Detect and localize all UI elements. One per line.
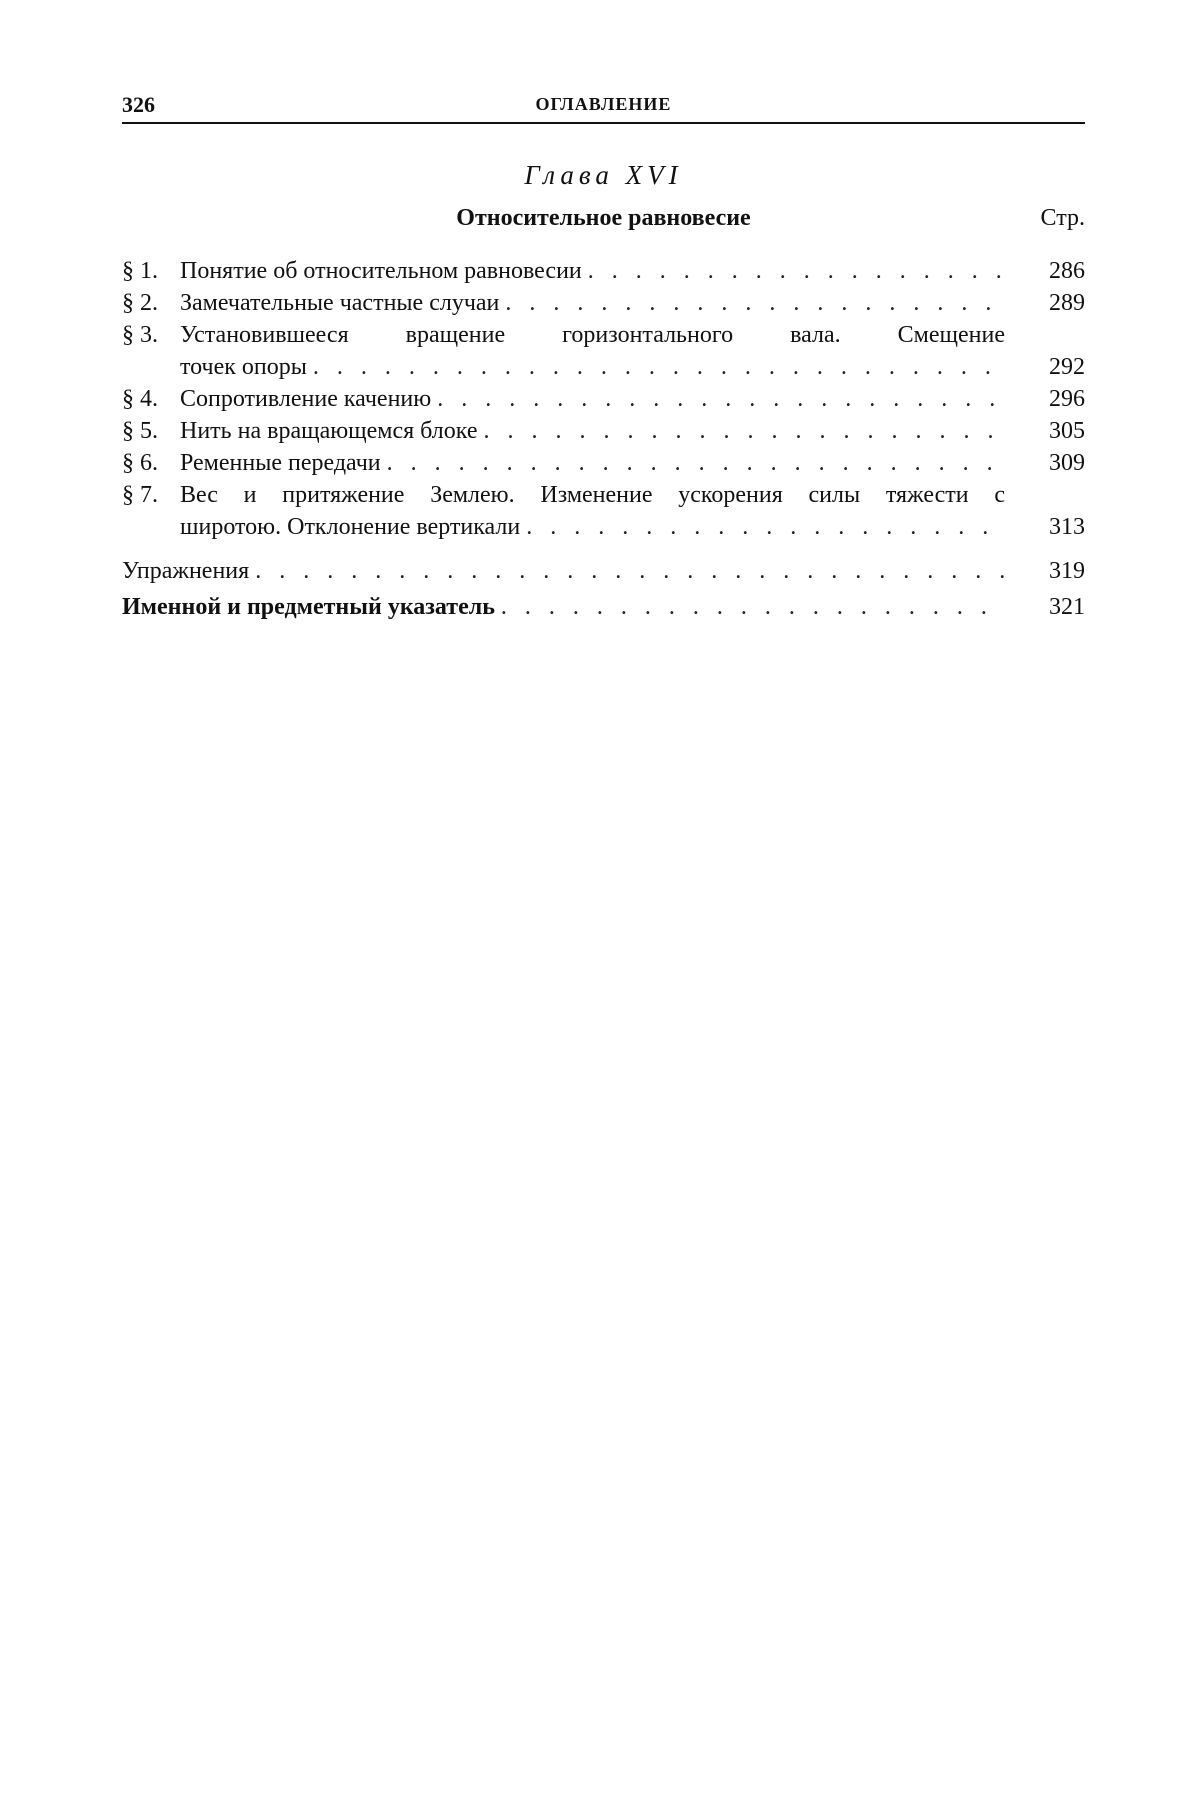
section-number: § 5. bbox=[122, 418, 158, 444]
toc-entry-section-3[interactable] bbox=[122, 319, 1085, 383]
dot-leader bbox=[387, 447, 1005, 479]
toc-entry-exercises[interactable] bbox=[122, 555, 1085, 587]
section-number: § 7. bbox=[122, 482, 158, 508]
section-number: § 4. bbox=[122, 386, 158, 412]
section-title: Замечательные частные случаи bbox=[180, 290, 500, 316]
toc-entry-section-2[interactable] bbox=[122, 287, 1085, 319]
section-title-line-2: широтою. Отклонение вертикали bbox=[180, 514, 521, 540]
section-page: 286 bbox=[1049, 258, 1085, 284]
section-number: § 3. bbox=[122, 322, 158, 348]
dot-leader bbox=[501, 591, 1005, 623]
section-page: 313 bbox=[1049, 514, 1085, 540]
section-title: Нить на вращающемся блоке bbox=[180, 418, 478, 444]
document-page bbox=[122, 90, 1085, 623]
table-of-contents bbox=[122, 255, 1085, 623]
dot-leader bbox=[313, 351, 1005, 383]
dot-leader bbox=[437, 383, 1005, 415]
index-page: 321 bbox=[1049, 594, 1085, 620]
index-title: Именной и предметный указатель bbox=[122, 594, 495, 620]
section-page: 305 bbox=[1049, 418, 1085, 444]
exercises-page: 319 bbox=[1049, 558, 1085, 584]
section-page: 296 bbox=[1049, 386, 1085, 412]
toc-entry-section-7[interactable] bbox=[122, 479, 1085, 543]
running-title: ОГЛАВЛЕНИЕ bbox=[535, 94, 672, 114]
dot-leader bbox=[588, 255, 1005, 287]
chapter-label: Глава XVI bbox=[524, 160, 683, 190]
section-page: 289 bbox=[1049, 290, 1085, 316]
toc-entry-section-6[interactable] bbox=[122, 447, 1085, 479]
exercises-title: Упражнения bbox=[122, 558, 250, 584]
section-number: § 1. bbox=[122, 258, 158, 284]
page-number: 326 bbox=[122, 92, 155, 117]
section-title-line-1: Вес и притяжение Землею. Изменение ускорения силы тяжести с bbox=[180, 482, 1005, 508]
dot-leader bbox=[483, 415, 1005, 447]
section-title: Сопротивление качению bbox=[180, 386, 432, 412]
section-title: Ременные передачи bbox=[180, 450, 381, 476]
section-title: Понятие об относительном равновесии bbox=[180, 258, 582, 284]
section-number: § 2. bbox=[122, 290, 158, 316]
dot-leader bbox=[526, 511, 1005, 543]
toc-entry-section-1[interactable] bbox=[122, 255, 1085, 287]
section-page: 309 bbox=[1049, 450, 1085, 476]
running-header bbox=[122, 90, 1085, 124]
section-title-line-1: Установившееся вращение горизонтального вала. Смещение bbox=[180, 322, 1005, 348]
section-title-line-2: точек опоры bbox=[180, 354, 307, 380]
toc-entry-section-4[interactable] bbox=[122, 383, 1085, 415]
page-column-label: Стр. bbox=[1040, 205, 1085, 231]
section-page: 292 bbox=[1049, 354, 1085, 380]
chapter-title: Относительное равновесие bbox=[456, 205, 751, 231]
dot-leader bbox=[505, 287, 1005, 319]
dot-leader bbox=[255, 555, 1005, 587]
toc-entry-section-5[interactable] bbox=[122, 415, 1085, 447]
chapter-title-row bbox=[122, 205, 1085, 235]
toc-entry-index[interactable] bbox=[122, 591, 1085, 623]
section-number: § 6. bbox=[122, 450, 158, 476]
